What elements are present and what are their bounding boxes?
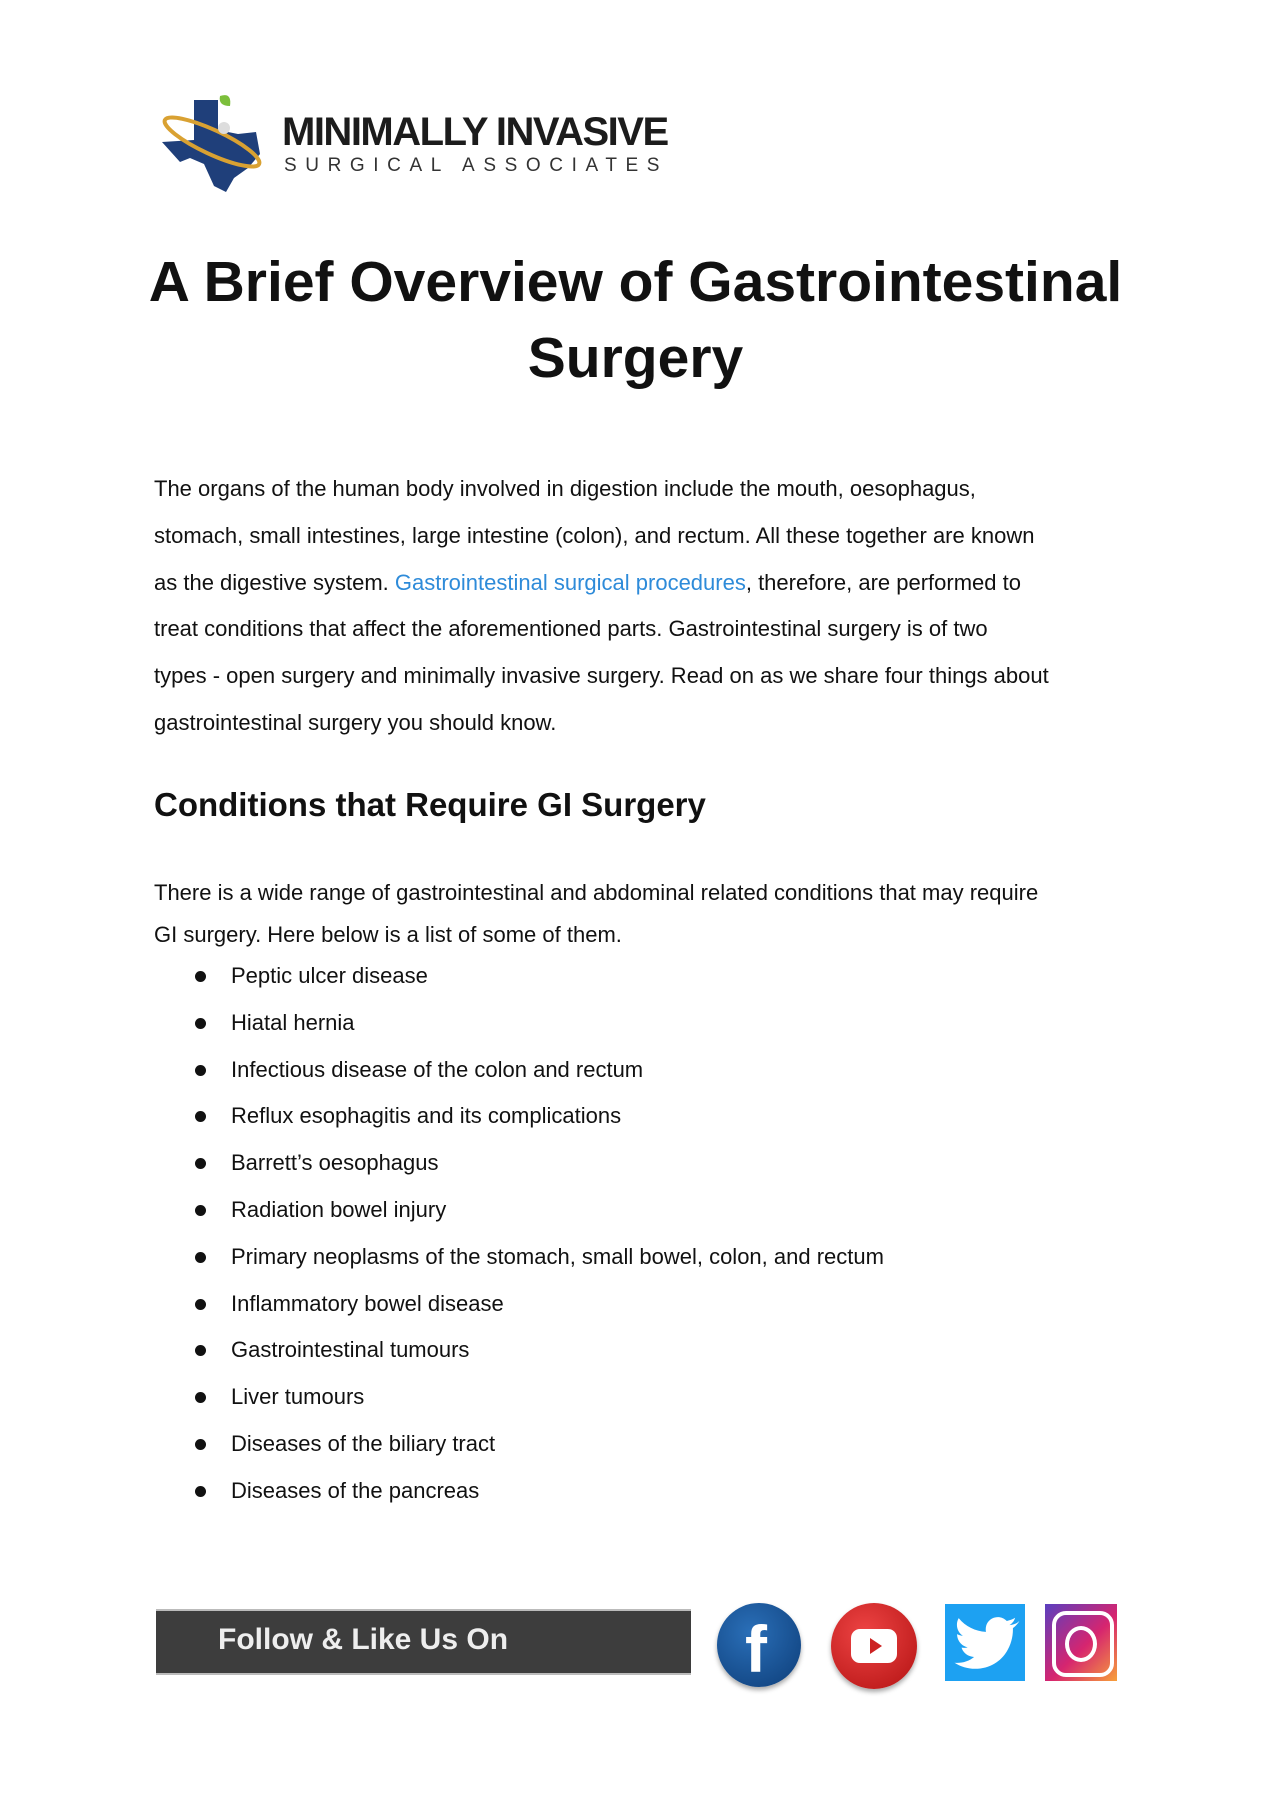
bullet-icon xyxy=(195,1252,206,1263)
twitter-icon[interactable] xyxy=(945,1604,1025,1681)
page-title xyxy=(0,244,1271,396)
bullet-icon xyxy=(195,1111,206,1122)
bullet-icon xyxy=(195,1486,206,1497)
text-line: gastrointestinal surgery you should know. xyxy=(154,709,557,735)
condition-text: Infectious disease of the colon and rectum xyxy=(231,1056,644,1082)
text-line: The organs of the human body involved in digestion include the mouth, oesophagus, xyxy=(154,476,976,501)
bullet-icon xyxy=(195,1439,206,1450)
text-line: stomach, small intestines, large intestine (colon), and rectum. All these together are known xyxy=(154,522,1035,548)
follow-label: Follow & Like Us On xyxy=(218,1623,509,1656)
text-line: There is a wide range of gastrointestinal and abdominal related conditions that may require xyxy=(154,880,1039,905)
bullet-icon xyxy=(195,971,206,982)
logo-subtitle: SURGICAL ASSOCIATES xyxy=(284,155,669,176)
company-logo xyxy=(156,92,669,196)
condition-text: Diseases of the pancreas xyxy=(231,1477,480,1503)
texas-logo-icon xyxy=(156,92,276,196)
bullet-icon xyxy=(195,1392,206,1403)
gi-procedures-link[interactable]: Gastrointestinal surgical procedures xyxy=(394,569,746,595)
facebook-icon[interactable] xyxy=(717,1603,801,1687)
condition-text: Peptic ulcer disease xyxy=(231,963,428,988)
text-segment: as the digestive system. xyxy=(154,569,395,595)
text-line xyxy=(154,560,1049,607)
bullet-icon xyxy=(195,1299,206,1310)
text-line: treat conditions that affect the aforementioned parts. Gastrointestinal surgery is of two xyxy=(154,616,988,642)
condition-text: Radiation bowel injury xyxy=(231,1196,447,1222)
condition-text: Reflux esophagitis and its complications xyxy=(231,1103,622,1129)
condition-text: Gastrointestinal tumours xyxy=(231,1337,470,1363)
title-line: Surgery xyxy=(527,326,744,390)
bullet-icon xyxy=(195,1018,206,1029)
text-segment: , therefore, are performed to xyxy=(745,569,1021,595)
text-line: GI surgery. Here below is a list of some of them. xyxy=(154,922,622,947)
youtube-icon[interactable] xyxy=(831,1603,917,1689)
intro-paragraph xyxy=(154,466,1049,747)
condition-text: Liver tumours xyxy=(231,1384,365,1410)
title-line: A Brief Overview of Gastrointestinal xyxy=(148,250,1123,314)
condition-text: Barrett’s oesophagus xyxy=(231,1150,439,1176)
instagram-icon[interactable] xyxy=(1045,1604,1117,1681)
logo-title: MINIMALLY INVASIVE xyxy=(282,110,668,154)
section-heading: Conditions that Require GI Surgery xyxy=(154,786,706,823)
condition-text: Inflammatory bowel disease xyxy=(231,1290,504,1316)
condition-text: Hiatal hernia xyxy=(231,1009,355,1035)
bullet-icon xyxy=(195,1065,206,1076)
condition-text: Primary neoplasms of the stomach, small bowel, colon, and rectum xyxy=(231,1243,884,1269)
text-line: types - open surgery and minimally invasive surgery. Read on as we share four things about xyxy=(154,663,1049,689)
follow-us-banner xyxy=(156,1609,691,1675)
condition-text: Diseases of the biliary tract xyxy=(231,1430,496,1456)
section-intro xyxy=(154,872,1038,956)
bullet-icon xyxy=(195,1158,206,1169)
bullet-icon xyxy=(195,1345,206,1356)
bullet-icon xyxy=(195,1205,206,1216)
facebook-glyph: f xyxy=(745,1612,767,1686)
